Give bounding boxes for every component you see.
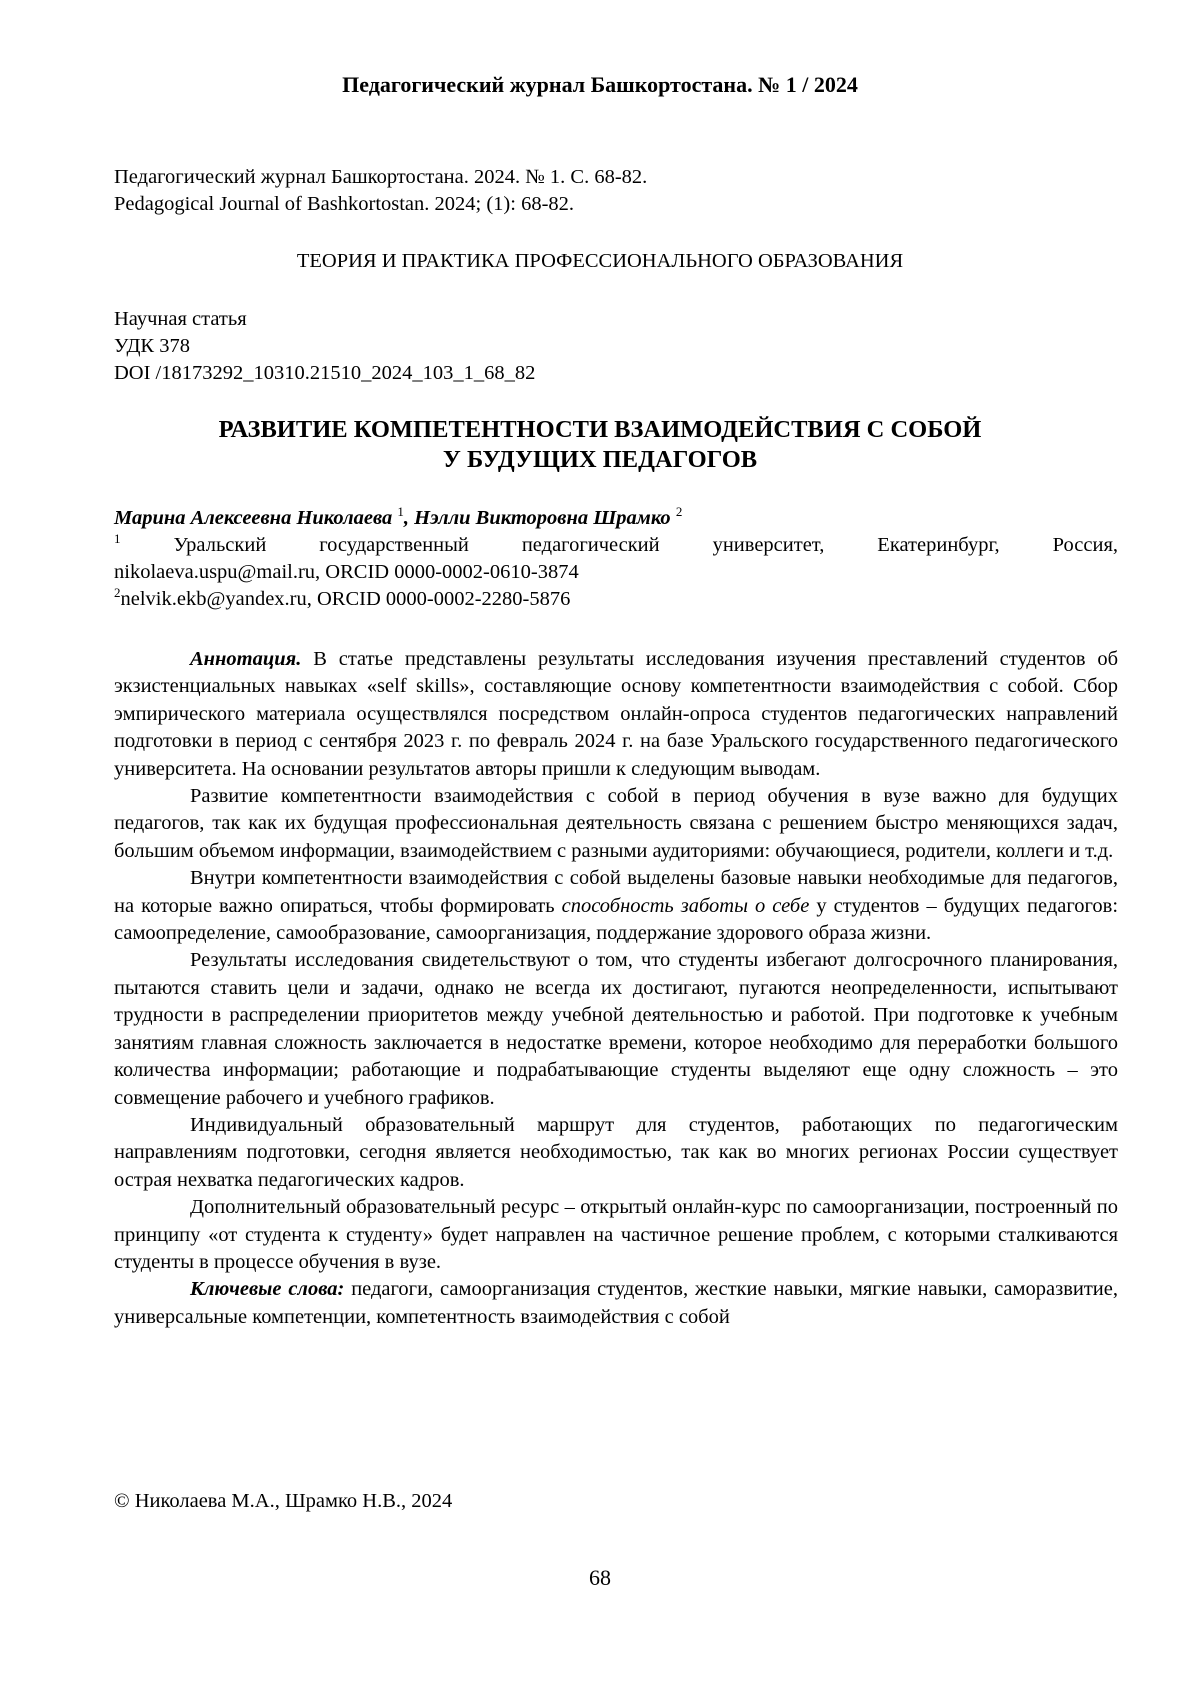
article-title-line-1: РАЗВИТИЕ КОМПЕТЕНТНОСТИ ВЗАИМОДЕЙСТВИЯ С СОБОЙ	[0, 415, 1200, 445]
author-1: Марина Алексеевна Николаева	[114, 507, 392, 529]
abstract-p3-italic: способность заботы о себе	[562, 895, 810, 917]
keywords	[114, 1276, 1118, 1331]
running-header: Педагогический журнал Башкортостана. № 1 / 2024	[0, 72, 1200, 98]
abstract-p3-before: Внутри компетентности взаимодействия с собой выделены базовые навыки необходимые для педагогов, на которые важно опираться, чтобы формировать	[114, 867, 1118, 916]
abstract-paragraph-6: Дополнительный образовательный ресурс – открытый онлайн-курс по самоорганизации, построенный по принципу «от студента к студенту» будет направлен на частичное решение проблем, с которыми сталкиваются студенты в процессе обучения в вузе.	[114, 1194, 1118, 1276]
journal-page	[0, 0, 1200, 1694]
page-number: 68	[0, 1565, 1200, 1591]
abstract-paragraph-1	[114, 646, 1118, 783]
abstract-paragraph-4: Результаты исследования свидетельствуют о том, что студенты избегают долгосрочного планирования, пытаются ставить цели и задачи, однако не всегда их достигают, пугаются неопределенности, испытывают трудности в распределении приоритетов между учебной деятельностью и работой. При подготовке к учебным занятиям главная сложность заключается в недостатке времени, которое необходимо для переработки большого количества информации; работающие и подрабатывающие студенты выделяют еще одну сложность – это совмещение рабочего и учебного графиков.	[114, 947, 1118, 1111]
citation-ru: Педагогический журнал Башкортостана. 2024. № 1. С. 68-82.	[114, 164, 1094, 191]
copyright: © Николаева М.А., Шрамко Н.В., 2024	[114, 1488, 1094, 1515]
affiliation-2-contacts: nelvik.ekb@yandex.ru, ORCID 0000-0002-2280-5876	[121, 588, 571, 610]
abstract-paragraph-5: Индивидуальный образовательный маршрут для студентов, работающих по педагогическим направлениям подготовки, сегодня является необходимостью, так как во многих регионах России существует острая нехватка педагогических кадров.	[114, 1112, 1118, 1194]
author-2-sup: 2	[676, 504, 683, 519]
author-names	[114, 505, 1118, 532]
citation-block	[114, 164, 1094, 218]
author-separator: ,	[404, 507, 409, 529]
author-1-sup: 1	[397, 504, 404, 519]
affiliation-1-sup: 1	[114, 531, 121, 546]
udc-code: УДК 378	[114, 333, 1094, 360]
doi: DOI /18173292_10310.21510_2024_103_1_68_82	[114, 360, 1094, 387]
affiliation-1-contacts: nikolaeva.uspu@mail.ru, ORCID 0000-0002-0610-3874	[114, 559, 1118, 586]
citation-en: Pedagogical Journal of Bashkortostan. 2024; (1): 68-82.	[114, 191, 1094, 218]
section-title: ТЕОРИЯ И ПРАКТИКА ПРОФЕССИОНАЛЬНОГО ОБРАЗОВАНИЯ	[0, 248, 1200, 275]
affiliation-2	[114, 586, 1118, 613]
article-type: Научная статья	[114, 306, 1094, 333]
affiliation-1-text: Уральский государственный педагогический университет, Екатеринбург, Россия,	[173, 534, 1118, 556]
abstract-paragraph-2: Развитие компетентности взаимодействия с собой в период обучения в вузе важно для будущих педагогов, так как их будущая профессиональная деятельность связана с решением быстро меняющихся задач, большим объемом информации, взаимодействием с разными аудиториями: обучающиеся, родители, коллеги и т.д.	[114, 783, 1118, 865]
article-meta	[114, 306, 1094, 387]
abstract-p3-after: у студентов – будущих педагогов: самоопределение, самообразование, самоорганизация, поддержание здорового образа жизни.	[114, 895, 1118, 944]
article-title-line-2: У БУДУЩИХ ПЕДАГОГОВ	[0, 445, 1200, 475]
authors-block	[114, 505, 1118, 613]
keywords-label: Ключевые слова:	[190, 1278, 344, 1300]
abstract-paragraph-3	[114, 865, 1118, 947]
abstract-p1-text: В статье представлены результаты исследования изучения преставлений студентов об экзистенциальных навыках «self skills», составляющие основу компетентности взаимодействия с собой. Сбор эмпирического материала осуществлялся посредством онлайн-опроса студентов педагогических направлений подготовки в период с сентября 2023 г. по февраль 2024 г. на базе Уральского государственного педагогического университета. На основании результатов авторы пришли к следующим выводам.	[114, 648, 1118, 780]
affiliation-2-sup: 2	[114, 585, 121, 600]
article-title	[0, 415, 1200, 475]
abstract	[114, 646, 1118, 1331]
affiliation-1	[114, 532, 1118, 559]
abstract-label: Аннотация.	[190, 648, 301, 670]
author-2: Нэлли Викторовна Шрамко	[414, 507, 671, 529]
keywords-text: педагоги, самоорганизация студентов, жесткие навыки, мягкие навыки, саморазвитие, универсальные компетенции, компетентность взаимодействия с собой	[114, 1278, 1118, 1327]
